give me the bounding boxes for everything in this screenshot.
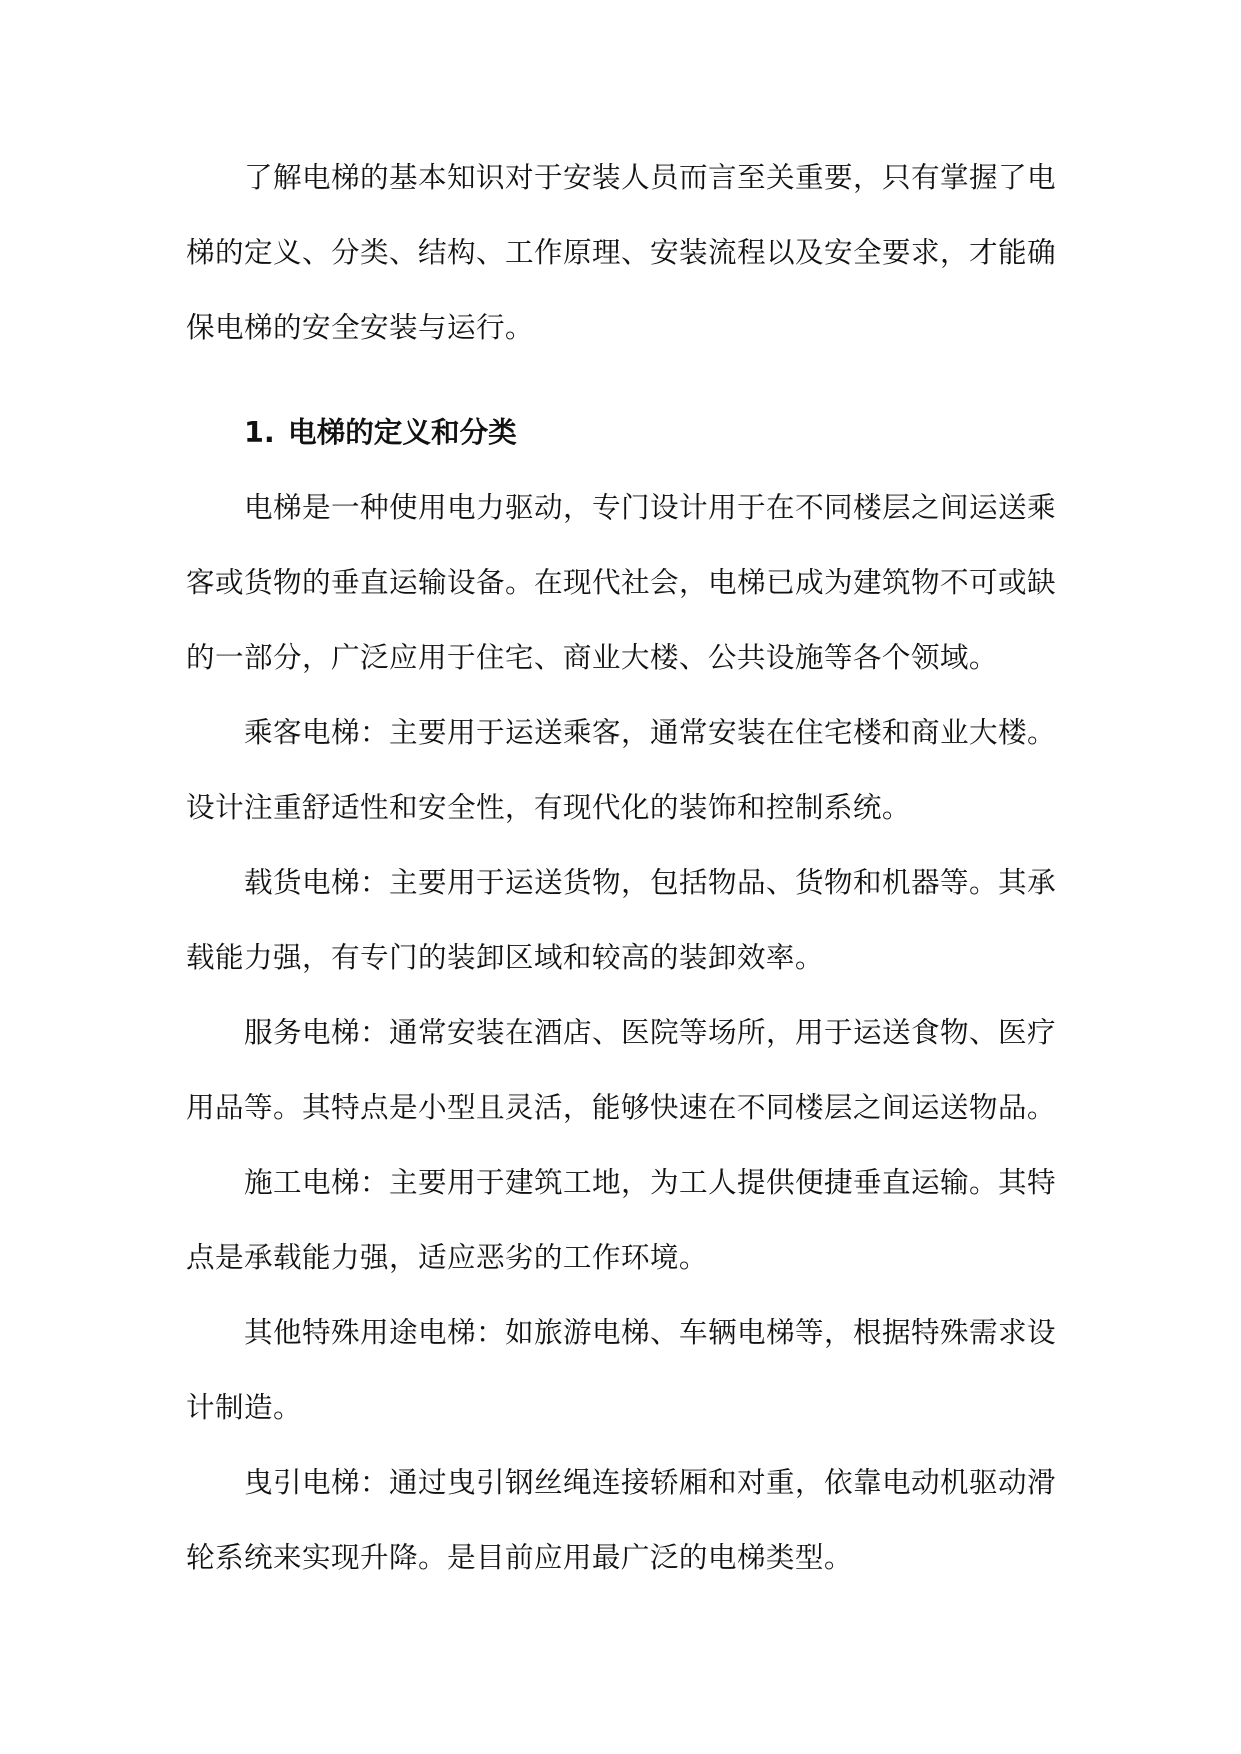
definition-paragraph: 电梯是一种使用电力驱动，专门设计用于在不同楼层之间运送乘客或货物的垂直运输设备。在现代社会，电梯已成为建筑物不可或缺的一部分，广泛应用于住宅、商业大楼、公共设施等各个领域。 [186, 490, 1056, 674]
intro-paragraph: 了解电梯的基本知识对于安装人员而言至关重要，只有掌握了电梯的定义、分类、结构、工作原理、安装流程以及安全要求，才能确保电梯的安全安装与运行。 [186, 160, 1056, 344]
passenger-elevator-paragraph: 乘客电梯：主要用于运送乘客，通常安装在住宅楼和商业大楼。设计注重舒适性和安全性，有现代化的装饰和控制系统。 [186, 715, 1056, 824]
special-elevator-paragraph: 其他特殊用途电梯：如旅游电梯、车辆电梯等，根据特殊需求设计制造。 [186, 1315, 1056, 1424]
section-number: 1. [244, 415, 275, 449]
section-title: 电梯的定义和分类 [288, 415, 517, 449]
construction-elevator-paragraph: 施工电梯：主要用于建筑工地，为工人提供便捷垂直运输。其特点是承载能力强，适应恶劣的工作环境。 [186, 1165, 1056, 1274]
section-heading [186, 365, 1056, 470]
document-body [186, 140, 1056, 1595]
freight-elevator-paragraph: 载货电梯：主要用于运送货物，包括物品、货物和机器等。其承载能力强，有专门的装卸区域和较高的装卸效率。 [186, 865, 1056, 974]
service-elevator-paragraph: 服务电梯：通常安装在酒店、医院等场所，用于运送食物、医疗用品等。其特点是小型且灵活，能够快速在不同楼层之间运送物品。 [186, 1015, 1056, 1124]
traction-elevator-paragraph: 曳引电梯：通过曳引钢丝绳连接轿厢和对重，依靠电动机驱动滑轮系统来实现升降。是目前应用最广泛的电梯类型。 [186, 1465, 1056, 1574]
